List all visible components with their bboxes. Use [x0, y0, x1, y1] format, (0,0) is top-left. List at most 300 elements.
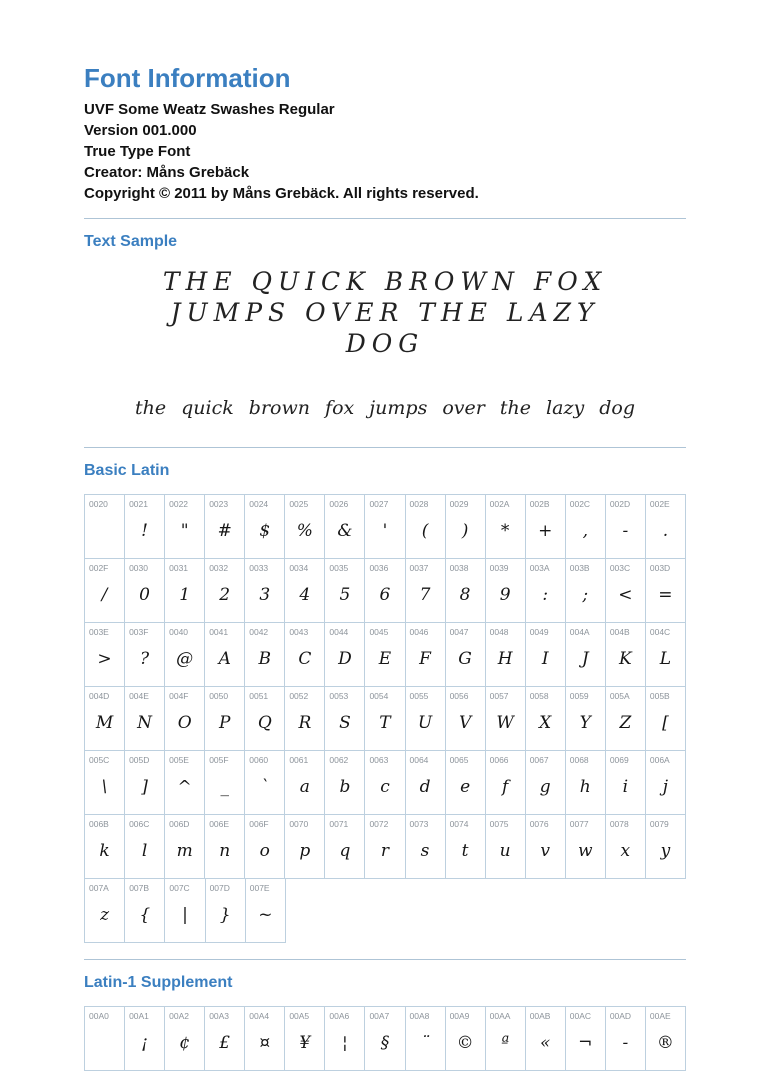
charset-row — [84, 750, 686, 815]
charset-cell — [364, 814, 405, 879]
charset-cell — [605, 686, 646, 751]
charset-cell — [445, 750, 486, 815]
codepoint-label: 00A8 — [409, 1011, 430, 1021]
glyph: ; — [582, 584, 589, 605]
glyph: b — [339, 776, 351, 797]
glyph: 6 — [379, 584, 391, 605]
glyph: { — [139, 904, 151, 925]
glyph: " — [180, 520, 189, 541]
charset-cell — [445, 1006, 486, 1071]
glyph: r — [380, 840, 390, 861]
charset-cell — [445, 622, 486, 687]
charset-cell — [605, 1006, 646, 1071]
charset-cell — [485, 750, 526, 815]
charset-cell — [164, 686, 205, 751]
charset-cell — [84, 1006, 125, 1071]
charset-row — [84, 558, 686, 623]
glyph: g — [539, 776, 551, 797]
glyph: n — [219, 840, 231, 861]
glyph: V — [458, 712, 472, 733]
charset-cell — [284, 494, 325, 559]
glyph: F — [419, 648, 431, 669]
codepoint-label: 007D — [209, 883, 230, 893]
charset-row — [84, 878, 686, 943]
charset-cell — [324, 750, 365, 815]
charset-cell — [204, 686, 245, 751]
charset-cell — [84, 686, 125, 751]
glyph: N — [137, 712, 153, 733]
sample-upper-line: DOG — [345, 329, 425, 358]
charset-cell — [84, 558, 125, 623]
glyph: L — [659, 648, 672, 669]
glyph: ! — [141, 520, 149, 541]
codepoint-label: 00A1 — [129, 1011, 149, 1021]
glyph: ¡ — [141, 1032, 149, 1053]
codepoint-label: 006A — [649, 755, 670, 765]
page-title: Font Information — [84, 63, 291, 93]
glyph: } — [219, 904, 231, 925]
codepoint-label: 0065 — [449, 755, 469, 765]
charset-cell — [645, 494, 686, 559]
charset-cell — [244, 686, 285, 751]
charset-cell — [324, 494, 365, 559]
glyph: o — [259, 840, 270, 861]
codepoint-label: 0031 — [169, 563, 189, 573]
glyph: 3 — [259, 584, 271, 605]
glyph: « — [540, 1032, 551, 1053]
charset-cell — [405, 558, 446, 623]
glyph: ^ — [177, 776, 192, 797]
glyph: ' — [382, 520, 388, 541]
glyph: + — [538, 520, 553, 541]
codepoint-label: 0052 — [289, 691, 309, 701]
glyph: ¤ — [259, 1032, 271, 1053]
charset-cell — [164, 1006, 205, 1071]
codepoint-label: 003C — [609, 563, 631, 573]
glyph: k — [99, 840, 110, 861]
glyph: : — [542, 584, 549, 605]
glyph: u — [499, 840, 511, 861]
section-divider — [84, 218, 686, 219]
charset-cell — [525, 750, 566, 815]
charset-cell — [164, 878, 205, 943]
codepoint-label: 00AB — [529, 1011, 551, 1021]
codepoint-label: 0030 — [129, 563, 148, 573]
charset-cell — [204, 1006, 245, 1071]
charset-cell — [284, 1006, 325, 1071]
codepoint-label: 0044 — [329, 627, 349, 637]
codepoint-label: 0047 — [449, 627, 469, 637]
glyph: * — [500, 520, 510, 541]
glyph: = — [658, 584, 673, 605]
charset-cell — [284, 814, 325, 879]
charset-cell — [284, 750, 325, 815]
charset-cell — [565, 494, 606, 559]
charset-cell — [124, 558, 165, 623]
charset-cell — [445, 686, 486, 751]
glyph: 1 — [179, 584, 191, 605]
codepoint-label: 0055 — [409, 691, 429, 701]
codepoint-label: 003F — [129, 627, 149, 637]
charset-cell — [605, 494, 646, 559]
codepoint-label: 00A4 — [249, 1011, 270, 1021]
charset-cell — [324, 622, 365, 687]
glyph: f — [502, 776, 509, 797]
codepoint-label: 007C — [169, 883, 190, 893]
charset-cell — [364, 686, 405, 751]
codepoint-label: 004F — [169, 691, 189, 701]
glyph: i — [622, 776, 629, 797]
codepoint-label: 005A — [609, 691, 630, 701]
charset-cell — [605, 750, 646, 815]
codepoint-label: 0049 — [529, 627, 549, 637]
codepoint-label: 0057 — [489, 691, 509, 701]
glyph: ª — [501, 1032, 510, 1053]
codepoint-label: 0037 — [409, 563, 429, 573]
glyph: - — [622, 1032, 629, 1053]
charset-cell — [485, 558, 526, 623]
codepoint-label: 0041 — [209, 627, 229, 637]
charset-cell — [84, 494, 125, 559]
charset-cell — [204, 494, 245, 559]
charset-row — [84, 494, 686, 559]
charset-cell — [124, 686, 165, 751]
glyph: U — [417, 712, 433, 733]
charset-cell — [525, 622, 566, 687]
glyph: J — [581, 648, 589, 669]
charset-cell — [244, 494, 285, 559]
glyph: 8 — [459, 584, 471, 605]
charset-cell — [204, 814, 245, 879]
codepoint-label: 0045 — [369, 627, 389, 637]
glyph: K — [618, 648, 632, 669]
glyph: Q — [257, 712, 272, 733]
glyph: $ — [259, 520, 271, 541]
codepoint-label: 0069 — [609, 755, 629, 765]
codepoint-label: 0023 — [209, 499, 229, 509]
codepoint-label: 0054 — [369, 691, 389, 701]
font-copyright: Copyright © 2011 by Måns Grebäck. All rights reserved. — [84, 185, 479, 202]
codepoint-label: 0066 — [489, 755, 509, 765]
glyph: x — [620, 840, 631, 861]
glyph: G — [458, 648, 472, 669]
charset-cell — [605, 814, 646, 879]
charset-cell — [405, 1006, 446, 1071]
codepoint-label: 005B — [649, 691, 670, 701]
glyph: w — [578, 840, 593, 861]
charset-cell — [645, 750, 686, 815]
codepoint-label: 00A7 — [369, 1011, 390, 1021]
codepoint-label: 00A2 — [169, 1011, 189, 1021]
charset-cell — [525, 814, 566, 879]
section-title-basic-latin: Basic Latin — [84, 462, 170, 479]
codepoint-label: 007B — [129, 883, 150, 893]
charset-cell — [164, 622, 205, 687]
codepoint-label: 0026 — [329, 499, 349, 509]
text-sample-uppercase — [84, 266, 686, 359]
glyph: B — [258, 648, 272, 669]
charset-cell — [204, 750, 245, 815]
codepoint-label: 006D — [169, 819, 190, 829]
glyph: a — [299, 776, 310, 797]
glyph: C — [298, 648, 312, 669]
codepoint-label: 0050 — [209, 691, 229, 701]
charset-cell — [645, 558, 686, 623]
sample-upper-line: THE QUICK BROWN FOX — [162, 267, 608, 296]
charset-cell — [525, 686, 566, 751]
charset-cell — [364, 1006, 405, 1071]
charset-cell — [204, 622, 245, 687]
charset-cell — [244, 622, 285, 687]
codepoint-label: 00A0 — [89, 1011, 109, 1021]
glyph: p — [299, 840, 311, 861]
codepoint-label: 0035 — [329, 563, 349, 573]
codepoint-label: 0048 — [489, 627, 509, 637]
codepoint-label: 002E — [649, 499, 670, 509]
codepoint-label: 0067 — [529, 755, 549, 765]
charset-cell — [605, 558, 646, 623]
codepoint-label: 0075 — [489, 819, 509, 829]
glyph: c — [380, 776, 390, 797]
codepoint-label: 00AA — [489, 1011, 511, 1021]
charset-cell — [565, 558, 606, 623]
charset-cell — [645, 622, 686, 687]
font-creator: Creator: Måns Grebäck — [84, 164, 250, 181]
charset-row — [84, 686, 686, 751]
codepoint-label: 003A — [529, 563, 550, 573]
glyph: l — [141, 840, 148, 861]
section-divider — [84, 959, 686, 960]
codepoint-label: 0032 — [209, 563, 229, 573]
codepoint-label: 004A — [569, 627, 590, 637]
text-sample-lowercase: the quick brown fox jumps over the lazy dog — [134, 397, 636, 419]
codepoint-label: 0027 — [369, 499, 389, 509]
codepoint-label: 007E — [249, 883, 270, 893]
glyph: [ — [662, 712, 669, 733]
codepoint-label: 0038 — [449, 563, 469, 573]
charset-cell — [164, 494, 205, 559]
glyph: > — [97, 648, 112, 669]
charset-cell — [405, 686, 446, 751]
charset-cell — [205, 878, 246, 943]
glyph: < — [618, 584, 633, 605]
charset-cell — [485, 814, 526, 879]
glyph: \ — [101, 776, 108, 797]
codepoint-label: 00AC — [569, 1011, 592, 1021]
glyph: / — [101, 584, 108, 605]
charset-cell — [565, 750, 606, 815]
glyph: W — [496, 712, 514, 733]
codepoint-label: 00A3 — [209, 1011, 230, 1021]
charset-cell — [405, 494, 446, 559]
codepoint-label: 0068 — [569, 755, 589, 765]
codepoint-label: 0062 — [329, 755, 349, 765]
codepoint-label: 0043 — [289, 627, 309, 637]
codepoint-label: 0060 — [249, 755, 269, 765]
charset-cell — [124, 494, 165, 559]
glyph: ¦ — [342, 1032, 348, 1053]
charset-cell — [244, 558, 285, 623]
codepoint-label: 006C — [129, 819, 150, 829]
codepoint-label: 005D — [129, 755, 150, 765]
glyph: ¨ — [420, 1032, 430, 1053]
charset-cell — [244, 1006, 285, 1071]
page-content — [84, 0, 686, 1071]
codepoint-label: 0022 — [169, 499, 189, 509]
codepoint-label: 002D — [609, 499, 631, 509]
charset-cell — [565, 622, 606, 687]
glyph: y — [660, 840, 671, 861]
glyph: ` — [260, 776, 270, 797]
glyph: ¬ — [578, 1032, 593, 1053]
glyph: ~ — [258, 904, 273, 925]
codepoint-label: 0076 — [529, 819, 549, 829]
charset-cell — [84, 750, 125, 815]
codepoint-label: 00A9 — [449, 1011, 470, 1021]
charset-cell — [364, 494, 405, 559]
charset-cell — [164, 814, 205, 879]
codepoint-label: 0078 — [609, 819, 629, 829]
codepoint-label: 0036 — [369, 563, 389, 573]
charset-cell — [445, 494, 486, 559]
charset-cell — [84, 814, 125, 879]
codepoint-label: 0025 — [289, 499, 309, 509]
charset-cell — [485, 494, 526, 559]
glyph: £ — [219, 1032, 231, 1053]
glyph: 7 — [419, 584, 431, 605]
charset-cell — [124, 750, 165, 815]
charset-cell — [324, 814, 365, 879]
charset-cell — [525, 1006, 566, 1071]
codepoint-label: 003B — [569, 563, 590, 573]
glyph: ® — [656, 1032, 674, 1053]
glyph: T — [379, 712, 391, 733]
glyph: © — [456, 1032, 474, 1053]
charset-cell — [485, 1006, 526, 1071]
glyph: . — [662, 520, 669, 541]
charset-row — [84, 622, 686, 687]
charset-cell — [244, 814, 285, 879]
charset-cell — [124, 622, 165, 687]
codepoint-label: 0070 — [289, 819, 309, 829]
charset-cell — [605, 622, 646, 687]
charset-row — [84, 814, 686, 879]
sample-upper-line: JUMPS OVER THE LAZY — [170, 298, 600, 327]
codepoint-label: 0064 — [409, 755, 429, 765]
charset-cell — [525, 494, 566, 559]
codepoint-label: 0077 — [569, 819, 589, 829]
codepoint-label: 00AE — [649, 1011, 671, 1021]
codepoint-label: 007A — [89, 883, 109, 893]
charset-cell — [364, 750, 405, 815]
codepoint-label: 0079 — [649, 819, 669, 829]
charset-cell — [124, 1006, 165, 1071]
glyph: ? — [140, 648, 150, 669]
codepoint-label: 005F — [209, 755, 229, 765]
charset-cell — [445, 814, 486, 879]
codepoint-label: 006F — [249, 819, 269, 829]
codepoint-label: 006B — [89, 819, 109, 829]
codepoint-label: 004D — [89, 691, 110, 701]
charset-cell — [84, 622, 125, 687]
codepoint-label: 006E — [209, 819, 230, 829]
glyph: , — [582, 520, 588, 541]
codepoint-label: 002C — [569, 499, 591, 509]
codepoint-label: 0071 — [329, 819, 349, 829]
section-title-text-sample: Text Sample — [84, 233, 178, 250]
glyph — [85, 1021, 124, 1070]
glyph: e — [460, 776, 471, 797]
font-name: UVF Some Weatz Swashes Regular — [84, 101, 335, 118]
glyph: m — [176, 840, 193, 861]
codepoint-label: 002B — [529, 499, 550, 509]
charset-cell — [324, 558, 365, 623]
basic-latin-table — [84, 494, 686, 943]
glyph: - — [622, 520, 629, 541]
codepoint-label: 0039 — [489, 563, 509, 573]
charset-cell — [244, 750, 285, 815]
glyph — [85, 509, 124, 558]
codepoint-label: 004E — [129, 691, 149, 701]
codepoint-label: 0020 — [89, 499, 108, 509]
font-meta-block — [84, 99, 686, 204]
charset-cell — [324, 686, 365, 751]
latin1-supplement-table — [84, 1006, 686, 1071]
glyph: t — [461, 840, 469, 861]
glyph: D — [338, 648, 352, 669]
codepoint-label: 0021 — [129, 499, 148, 509]
charset-cell — [645, 1006, 686, 1071]
codepoint-label: 0059 — [569, 691, 589, 701]
charset-row — [84, 1006, 686, 1071]
glyph: _ — [220, 776, 229, 797]
codepoint-label: 00A5 — [289, 1011, 310, 1021]
glyph: 0 — [139, 584, 150, 605]
codepoint-label: 0024 — [249, 499, 269, 509]
codepoint-label: 0028 — [409, 499, 429, 509]
codepoint-label: 00A6 — [329, 1011, 350, 1021]
codepoint-label: 0061 — [289, 755, 309, 765]
codepoint-label: 0073 — [409, 819, 429, 829]
codepoint-label: 0056 — [449, 691, 469, 701]
charset-cell — [405, 622, 446, 687]
glyph: 5 — [339, 584, 351, 605]
glyph: S — [339, 712, 351, 733]
glyph: ] — [141, 776, 148, 797]
charset-cell — [84, 878, 125, 943]
codepoint-label: 0034 — [289, 563, 309, 573]
charset-cell — [284, 622, 325, 687]
charset-cell — [565, 686, 606, 751]
glyph: M — [95, 712, 114, 733]
glyph: z — [100, 904, 110, 925]
codepoint-label: 0046 — [409, 627, 429, 637]
glyph: 4 — [299, 584, 311, 605]
font-type: True Type Font — [84, 143, 191, 160]
glyph: I — [541, 648, 549, 669]
font-version: Version 001.000 — [84, 122, 197, 139]
charset-cell — [405, 814, 446, 879]
glyph: Z — [619, 712, 632, 733]
charset-cell — [245, 878, 286, 943]
glyph: X — [539, 712, 552, 733]
glyph: ¢ — [179, 1032, 191, 1053]
glyph: E — [378, 648, 392, 669]
codepoint-label: 005E — [169, 755, 189, 765]
charset-cell — [445, 558, 486, 623]
glyph: ¥ — [299, 1032, 311, 1053]
charset-cell — [364, 622, 405, 687]
